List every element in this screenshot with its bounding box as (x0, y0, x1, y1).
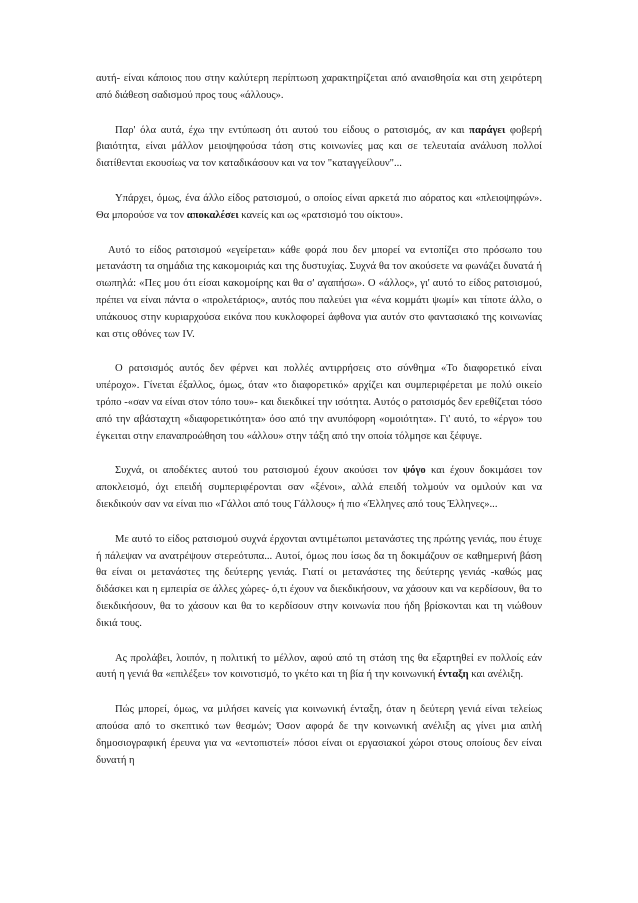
paragraph-text: και ανέλιξη. (468, 669, 524, 681)
paragraph-7 (96, 532, 542, 633)
paragraph-text: Ο ρατσισμός αυτός δεν φέρνει και πολλές αντιρρήσεις στο σύνθημα «Το διαφορετικό είναι υπέροχο». Γίνεται έξαλλος, όμως, όταν «το διαφορετικό» αρχίζει και συμπεριφέρεται με πολύ οικείο τρόπο -«σαν να είναι στον τόπο του»- και διεκδικεί την ισότητα. Αυτός ο ρατσισμός δεν ερεθίζεται τόσο από την αβάσταχτη «διαφορετικότητα» όσο από την ανυπόφορη «ομοιότητα». Γι' αυτό, το «έργο» του έγκειται στην επαναπροώθηση του «άλλου» στην τάξη από την οποία τόλμησε και ξέφυγε. (96, 363, 542, 442)
paragraph-text: Με αυτό το είδος ρατσισμού συχνά έρχονται αντιμέτωποι μετανάστες της πρώτης γενιάς, που έτυχε ή πάλεψαν να ανατρέψουν στερεότυπα... Αυτοί, όμως που ίσως δα τη δοκιμάζουν σε καθημερινή βάση θα είναι οι μετανάστες της δεύτερης γενιάς. Γιατί οι μετανάστες της δεύτερης γενιάς -καθώς μας διδάσκει και η εμπειρία σε άλλες χώρες- ό,τι έχουν να διεκδικήσουν, να χάσουν και να κερδίσουν, θα το διεκδικήσουν, θα το χάσουν και θα το κερδίσουν στην κοινωνία που ήδη βρίσκονται και τη νιώθουν δικιά τους. (96, 533, 542, 629)
paragraph-text: Ας προλάβει, λοιπόν, η πολιτική το μέλλον, αφού από τη στάση της θα εξαρτηθεί εν πολλοίς εάν αυτή η γενιά θα «επιλέξει» τον κοινοτισμό, το γκέτο και τη βία ή την κοινωνική (96, 652, 542, 681)
paragraph-8 (96, 651, 542, 685)
paragraph-6 (96, 463, 542, 513)
bold-term: αποκαλέσει (186, 209, 239, 221)
paragraph-5 (96, 361, 542, 445)
paragraph-text: αυτή- είναι κάποιος που στην καλύτερη περίπτωση χαρακτηρίζεται από αναισθησία και στη χειρότερη από διάθεση σαδισμού προς τους «άλλους». (96, 73, 542, 101)
paragraph-9 (96, 702, 542, 769)
paragraph-text: Υπάρχει, όμως, ένα άλλο είδος ρατσισμού, ο οποίος είναι αρκετά πιο αόρατος και «πλειοψηφών». Θα μπορούσε να τον (96, 192, 542, 221)
paragraph-text: Πώς μπορεί, όμως, να μιλήσει κανείς για κοινωνική ένταξη, όταν η δεύτερη γενιά είναι τελείως απούσα από το σκεπτικό των θεσμών; Όσον αφορά δε την κοινωνική ανέλιξη ας γίνει μια απλή δημοσιογραφική έρευνα για να «εντοπιστεί» πόσοι είναι οι εργασιακοί χώροι στους οποίους δεν είναι δυνατή η (96, 704, 542, 766)
paragraph-2 (96, 123, 542, 173)
paragraph-4 (96, 243, 542, 344)
bold-term: ψόγο (402, 465, 426, 477)
document-page (96, 71, 542, 787)
paragraph-text: και έχουν δοκιμάσει τον αποκλεισμό, όχι επειδή συμπεριφέρονται σαν «ξένοι», αλλά επειδή τολμούν να ομιλούν και να διεκδικούν σαν να είναι πιο «Γάλλοι από τους Γάλλους» ή πιο «Έλληνες από τους Έλληνες»... (96, 465, 542, 510)
paragraph-1 (96, 71, 542, 105)
bold-term: ένταξη (438, 669, 469, 681)
paragraph-text: κανείς και ως «ρατσισμό του οίκτου». (238, 209, 404, 221)
bold-term: παράγει (469, 124, 506, 136)
paragraph-3 (96, 191, 542, 225)
paragraph-text: φοβερή βιαιότητα, είναι μάλλον μειοψηφούσα τάση στις κοινωνίες μας και σε τελευταία ανάλυση πολλοί διατίθενται εκουσίως να τον καταδικάσουν και να τον "καταγγείλουν"... (96, 124, 543, 170)
paragraph-text: Συχνά, οι αποδέκτες αυτού του ρατσισμού έχουν ακούσει τον (115, 465, 403, 477)
paragraph-text: Παρ' όλα αυτά, έχω την εντύπωση ότι αυτού του είδους ο ρατσισμός, αν και (115, 124, 470, 136)
paragraph-text: Αυτό το είδος ρατσισμού «εγείρεται» κάθε φορά που δεν μπορεί να εντοπίζει στο πρόσωπο του μετανάστη τα σημάδια της κακομοιριάς και της δυστυχίας. Συχνά θα τον ακούσετε να φωνάζει δυνατά ή σιωπηλά: «Πες μου ότι είσαι κακομοίρης και θα σ' αγαπήσω». Ο «άλλος», γι' αυτό το είδος ρατσισμού, πρέπει να είναι πάντα ο «προλετάριος», αυτός που παλεύει για «ένα κομμάτι ψωμί» και τίποτε άλλο, ο υπάκουος στην κυριαρχούσα εικόνα που κυκλοφορεί άφθονα για αυτόν στο φαντασιακό της κοινωνίας και στις οθόνες των IV. (96, 244, 542, 340)
